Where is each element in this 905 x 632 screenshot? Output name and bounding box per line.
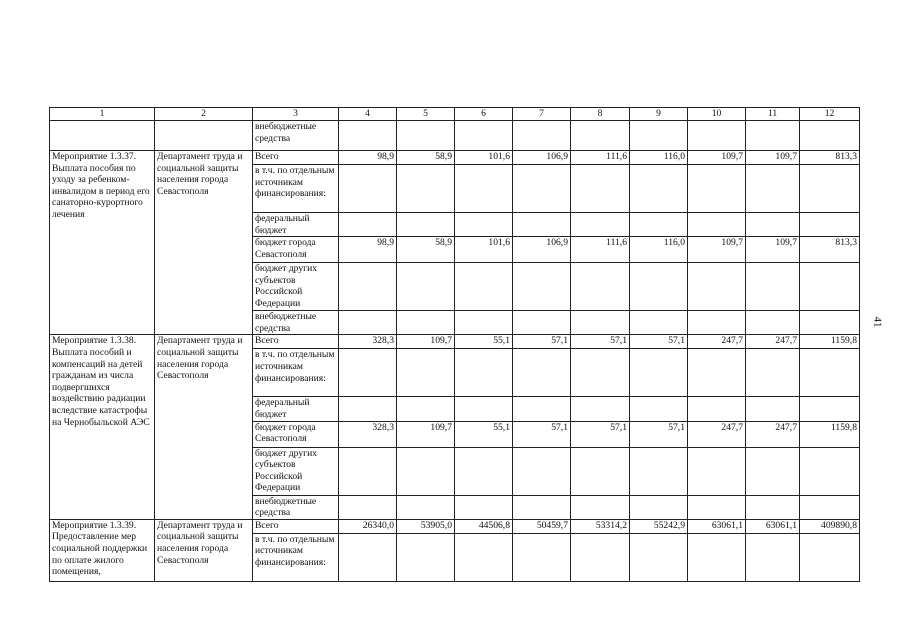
value-cell [630,447,688,495]
value-cell [630,213,688,237]
value-cell: 109,7 [688,151,746,165]
value-cell [397,213,455,237]
value-cell [339,213,397,237]
measure-cell: Мероприятие 1.3.37. Выплата пособия по уходу за ребенком-инвалидом в период его санаторно-курортного лечения [50,151,155,335]
value-cell: 57,1 [571,335,630,349]
value-cell [688,263,746,311]
value-cell: 57,1 [513,335,571,349]
value-cell [397,263,455,311]
value-cell [513,263,571,311]
value-cell: 58,9 [397,237,455,263]
source-cell: бюджет других субъектов Российской Федерации [253,447,339,495]
value-cell [571,349,630,397]
value-cell: 63061,1 [746,519,800,533]
source-cell: внебюджетные средства [253,311,339,335]
source-cell: федеральный бюджет [253,397,339,421]
value-cell [800,397,860,421]
value-cell [455,533,513,581]
value-cell: 106,9 [513,237,571,263]
value-cell [630,121,688,151]
value-cell: 109,7 [746,237,800,263]
value-cell [688,495,746,519]
table-row [50,121,860,151]
value-cell [455,311,513,335]
value-cell [688,533,746,581]
header-cell: 5 [397,108,455,121]
value-cell [746,447,800,495]
value-cell [688,397,746,421]
value-cell: 813,3 [800,237,860,263]
value-cell [800,447,860,495]
source-cell: Всего [253,151,339,165]
value-cell [688,447,746,495]
value-cell [339,495,397,519]
value-cell [571,263,630,311]
header-cell: 10 [688,108,746,121]
value-cell [746,263,800,311]
value-cell [746,349,800,397]
source-cell: федеральный бюджет [253,213,339,237]
source-cell: в т.ч. по отдельным источникам финансирования: [253,349,339,397]
value-cell [571,165,630,213]
value-cell: 101,6 [455,237,513,263]
executor-cell: Департамент труда и социальной защиты населения города Севастополя [155,519,253,581]
value-cell: 57,1 [571,421,630,447]
value-cell: 247,7 [688,335,746,349]
value-cell [513,533,571,581]
table-row [50,519,860,533]
value-cell: 55,1 [455,421,513,447]
value-cell: 109,7 [746,151,800,165]
value-cell [630,533,688,581]
value-cell: 55242,9 [630,519,688,533]
value-cell [513,311,571,335]
value-cell: 98,9 [339,237,397,263]
value-cell: 26340,0 [339,519,397,533]
value-cell: 50459,7 [513,519,571,533]
value-cell: 111,6 [571,151,630,165]
budget-table [49,107,860,582]
value-cell: 53314,2 [571,519,630,533]
executor-cell [155,121,253,151]
value-cell [397,447,455,495]
value-cell [339,121,397,151]
value-cell [339,311,397,335]
value-cell [397,349,455,397]
value-cell [800,263,860,311]
value-cell [630,263,688,311]
value-cell [513,121,571,151]
value-cell: 247,7 [746,335,800,349]
executor-cell: Департамент труда и социальной защиты населения города Севастополя [155,335,253,519]
header-cell: 8 [571,108,630,121]
value-cell [630,311,688,335]
value-cell [455,121,513,151]
value-cell [455,495,513,519]
value-cell [630,495,688,519]
value-cell: 247,7 [746,421,800,447]
page-number: 41 [871,316,884,328]
source-cell: Всего [253,335,339,349]
header-cell: 9 [630,108,688,121]
measure-cell [50,121,155,151]
source-cell: внебюджетные средства [253,495,339,519]
value-cell [455,397,513,421]
executor-cell: Департамент труда и социальной защиты населения города Севастополя [155,151,253,335]
value-cell: 1159,8 [800,335,860,349]
value-cell [455,213,513,237]
value-cell: 57,1 [630,335,688,349]
value-cell [513,397,571,421]
table-row [50,335,860,349]
value-cell [397,165,455,213]
value-cell: 58,9 [397,151,455,165]
measure-cell: Мероприятие 1.3.39. Предоставление мер социальной поддержки по оплате жилого помещения, [50,519,155,581]
value-cell: 106,9 [513,151,571,165]
value-cell [513,447,571,495]
value-cell [571,213,630,237]
value-cell: 1159,8 [800,421,860,447]
source-cell: внебюджетные средства [253,121,339,151]
value-cell: 101,6 [455,151,513,165]
value-cell [800,213,860,237]
value-cell [513,213,571,237]
value-cell: 111,6 [571,237,630,263]
value-cell [630,397,688,421]
value-cell [339,533,397,581]
value-cell [746,495,800,519]
value-cell: 55,1 [455,335,513,349]
header-cell: 7 [513,108,571,121]
value-cell: 57,1 [513,421,571,447]
value-cell [339,397,397,421]
value-cell [455,165,513,213]
source-cell: Всего [253,519,339,533]
value-cell: 44506,8 [455,519,513,533]
value-cell [688,121,746,151]
value-cell [688,213,746,237]
value-cell [630,165,688,213]
source-cell: в т.ч. по отдельным источникам финансирования: [253,165,339,213]
value-cell [571,495,630,519]
value-cell [339,263,397,311]
value-cell [746,213,800,237]
value-cell [800,311,860,335]
value-cell [571,397,630,421]
value-cell: 57,1 [630,421,688,447]
value-cell [455,447,513,495]
value-cell [800,349,860,397]
value-cell: 98,9 [339,151,397,165]
value-cell [397,121,455,151]
value-cell: 813,3 [800,151,860,165]
value-cell [746,533,800,581]
value-cell: 409890,8 [800,519,860,533]
table-body [50,121,860,582]
value-cell: 328,3 [339,421,397,447]
value-cell [630,349,688,397]
value-cell: 109,7 [688,237,746,263]
value-cell: 109,7 [397,335,455,349]
value-cell [688,349,746,397]
value-cell [513,349,571,397]
value-cell [339,165,397,213]
value-cell [688,311,746,335]
measure-cell: Мероприятие 1.3.38. Выплата пособий и компенсаций на детей гражданам из числа подвергшихся воздействию радиации вследствие катастрофы на Чернобыльской АЭС [50,335,155,519]
value-cell [800,533,860,581]
value-cell [397,495,455,519]
value-cell: 63061,1 [688,519,746,533]
header-cell: 2 [155,108,253,121]
header-cell: 12 [800,108,860,121]
value-cell [800,495,860,519]
header-cell: 3 [253,108,339,121]
value-cell [397,533,455,581]
source-cell: бюджет города Севастополя [253,237,339,263]
value-cell [513,165,571,213]
value-cell [455,263,513,311]
value-cell [571,311,630,335]
value-cell: 116,0 [630,237,688,263]
value-cell: 53905,0 [397,519,455,533]
value-cell [397,311,455,335]
header-cell: 11 [746,108,800,121]
value-cell: 328,3 [339,335,397,349]
table-row [50,151,860,165]
value-cell [571,447,630,495]
value-cell [339,447,397,495]
value-cell [746,165,800,213]
header-cell: 6 [455,108,513,121]
value-cell [339,349,397,397]
value-cell: 116,0 [630,151,688,165]
source-cell: бюджет города Севастополя [253,421,339,447]
value-cell [513,495,571,519]
table-header-row [50,108,860,121]
value-cell [397,397,455,421]
value-cell [455,349,513,397]
header-cell: 4 [339,108,397,121]
value-cell [746,397,800,421]
value-cell [688,165,746,213]
source-cell: бюджет других субъектов Российской Федерации [253,263,339,311]
value-cell [571,533,630,581]
value-cell [746,311,800,335]
value-cell [571,121,630,151]
header-cell: 1 [50,108,155,121]
value-cell [746,121,800,151]
source-cell: в т.ч. по отдельным источникам финансирования: [253,533,339,581]
value-cell [800,165,860,213]
value-cell: 109,7 [397,421,455,447]
value-cell [800,121,860,151]
value-cell: 247,7 [688,421,746,447]
